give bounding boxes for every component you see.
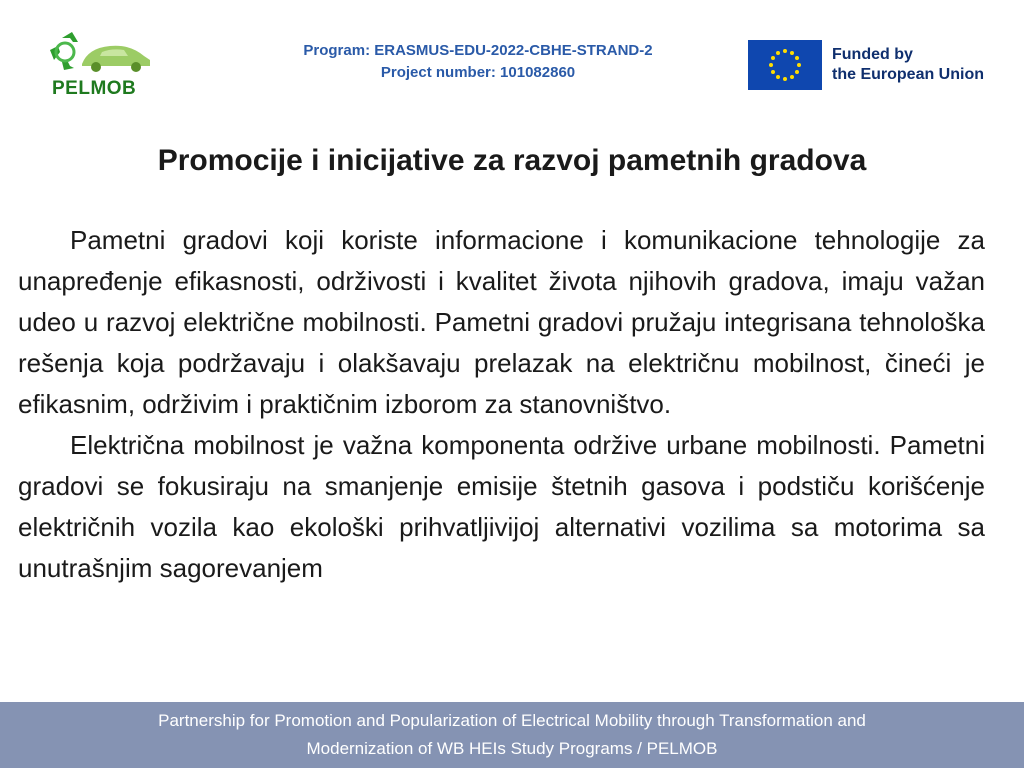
paragraph: Električna mobilnost je važna komponenta održive urbane mobilnosti. Pametni gradovi se fokusiraju na smanjenje emisije štetnih gasova i podstiču korišćenje električnih vozila kao ekološki prihvatljivijoj alternativi vozilima sa motorima sa unutrašnjim sagorevanjem xyxy=(18,430,985,583)
eu-funding-badge xyxy=(748,40,984,90)
program-info xyxy=(250,40,706,84)
eu-funding-text xyxy=(832,45,984,85)
recycle-car-icon xyxy=(48,30,156,80)
footer-line-1: Partnership for Promotion and Popularization of Electrical Mobility through Transformation and xyxy=(158,711,866,730)
footer-line-2: Modernization of WB HEIs Study Programs / PELMOB xyxy=(306,739,718,758)
eu-line-2: the European Union xyxy=(832,66,984,83)
program-line: Program: ERASMUS-EDU-2022-CBHE-STRAND-2 xyxy=(303,42,653,59)
body-text xyxy=(18,220,985,589)
footer xyxy=(0,702,1024,768)
eu-line-1: Funded by xyxy=(832,46,913,63)
page-title: Promocije i inicijative za razvoj pametnih gradova xyxy=(157,144,867,177)
paragraph: Pametni gradovi koji koriste informacione i komunikacione tehnologije za unapređenje efikasnosti, održivosti i kvalitet života njihovih gradova, imaju važan udeo u razvoj električne mobilnosti. Pametni gradovi pružaju integrisana tehnološka rešenja koja podržavaju i olakšavaju prelazak na električnu mobilnost, čineći je efikasnim, održivim i praktičnim izborom za stanovništvo. xyxy=(18,225,985,419)
project-number-line: Project number: 101082860 xyxy=(380,64,576,81)
eu-flag-icon xyxy=(748,40,822,90)
logo-text: PELMOB xyxy=(52,78,137,99)
